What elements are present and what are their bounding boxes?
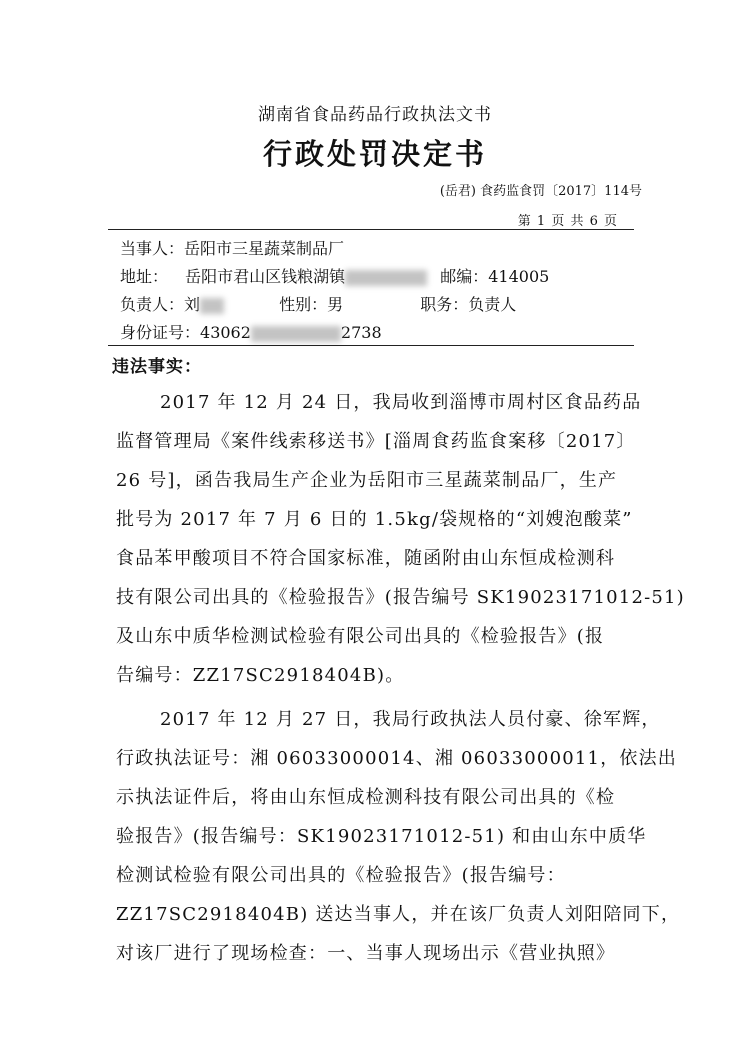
id-row — [120, 320, 382, 343]
facts-line: 及山东中质华检测试检验有限公司出具的《检验报告》(报 — [116, 626, 605, 647]
id-prefix: 43062 — [200, 323, 251, 342]
facts-line: 食品苯甲酸项目不符合国家标准，随函附由山东恒成检测科 — [116, 548, 616, 569]
redaction-blur — [251, 326, 341, 342]
facts-line: 2017 年 12 月 27 日，我局行政执法人员付豪、徐军辉， — [160, 709, 661, 730]
facts-line: 行政执法证号：湘 06033000014、湘 06033000011，依法出 — [116, 748, 677, 769]
postcode-value: 414005 — [488, 267, 550, 286]
facts-line: 对该厂进行了现场检查：一、当事人现场出示《营业执照》 — [116, 943, 616, 964]
issuing-authority: 湖南省食品药品行政执法文书 — [258, 105, 492, 125]
redaction-blur — [200, 298, 224, 314]
id-suffix: 2738 — [340, 323, 382, 342]
facts-line: ZZ17SC2918404B) 送达当事人，并在该厂负责人刘阳陪同下， — [116, 904, 681, 925]
top-rule — [108, 229, 634, 230]
facts-line: 监督管理局《案件线索移送书》[淄周食药监食案移〔2017〕 — [116, 431, 636, 452]
bottom-rule — [108, 345, 634, 346]
facts-line: 2017 年 12 月 24 日，我局收到淄博市周村区食品药品 — [160, 392, 642, 413]
facts-heading: 违法事实： — [112, 357, 202, 377]
facts-line: 技有限公司出具的《检验报告》(报告编号 SK19023171012-51) — [116, 587, 685, 608]
redaction-blur — [345, 270, 427, 286]
responsible-row — [120, 292, 516, 315]
gender-label: 性别： — [279, 295, 328, 314]
facts-line: 26 号]，函告我局生产企业为岳阳市三星蔬菜制品厂，生产 — [116, 470, 618, 491]
address-value: 岳阳市君山区钱粮湖镇 — [185, 267, 346, 286]
position-value: 负责人 — [468, 295, 517, 314]
document-number: (岳君) 食药监食罚〔2017〕114号 — [439, 184, 642, 199]
responsible-value: 刘 — [184, 295, 201, 314]
facts-line: 示执法证件后，将由山东恒成检测科技有限公司出具的《检 — [116, 787, 616, 808]
facts-line: 验报告》(报告编号：SK19023171012-51) 和由山东中质华 — [116, 826, 647, 847]
facts-line: 批号为 2017 年 7 月 6 日的 1.5kg/袋规格的“刘嫂泡酸菜” — [116, 509, 633, 530]
id-label: 身份证号： — [120, 323, 201, 342]
responsible-label: 负责人： — [120, 295, 185, 314]
postcode-label: 邮编： — [440, 267, 489, 286]
document-title: 行政处罚决定书 — [262, 137, 487, 171]
facts-line: 告编号：ZZ17SC2918404B)。 — [116, 665, 405, 686]
address-row — [120, 264, 549, 287]
page-indicator: 第 1 页 共 6 页 — [517, 214, 618, 229]
party-label: 当事人： — [120, 239, 185, 258]
facts-line: 检测试检验有限公司出具的《检验报告》(报告编号： — [116, 865, 566, 886]
gender-value: 男 — [327, 295, 344, 314]
address-label: 地址： — [120, 267, 169, 286]
position-label: 职务： — [420, 295, 469, 314]
party-value: 岳阳市三星蔬菜制品厂 — [184, 239, 345, 258]
party-row — [120, 236, 344, 259]
